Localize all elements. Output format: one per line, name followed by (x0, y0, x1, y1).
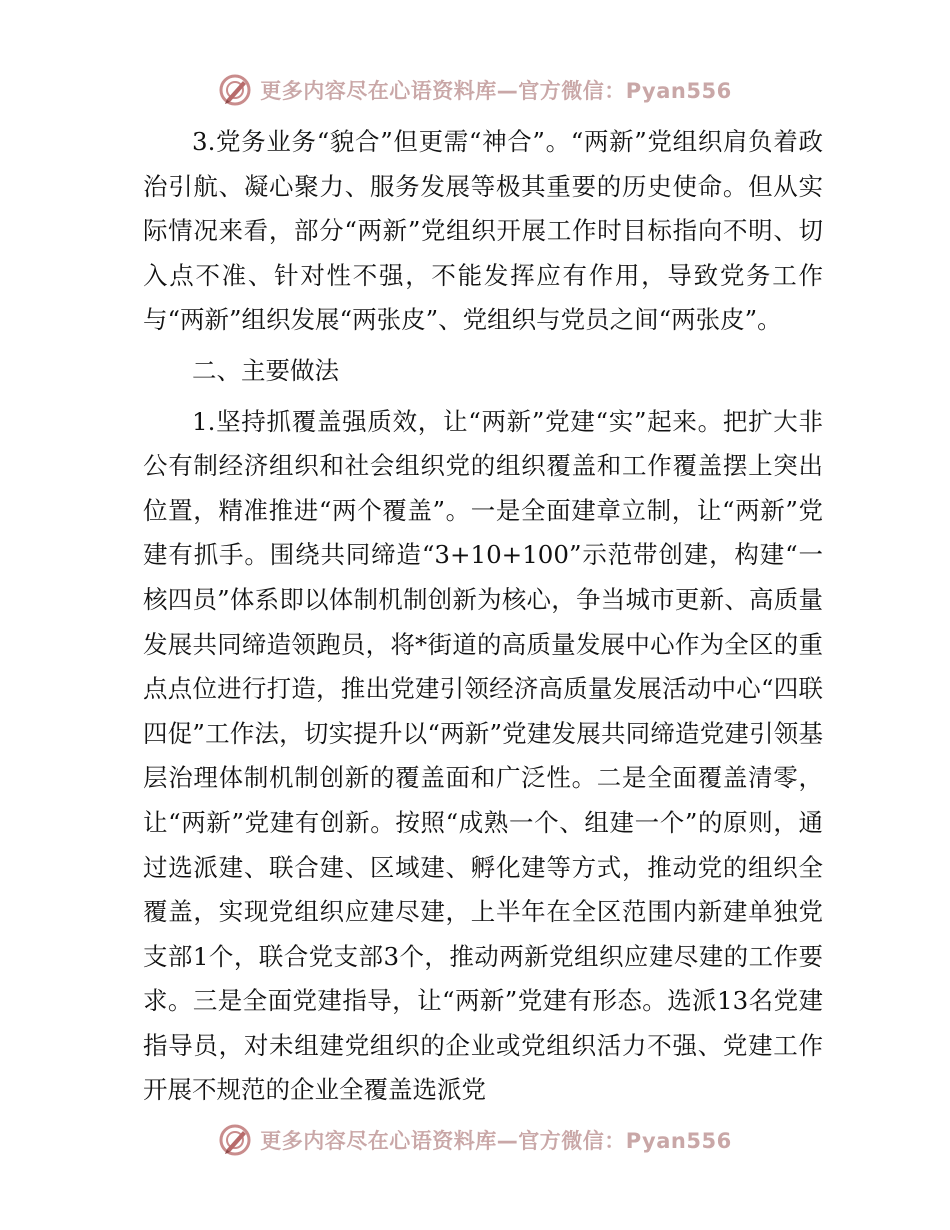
watermark-footer (0, 1122, 950, 1158)
watermark-text: 更多内容尽在心语资料库—官方微信：Pyan556 (260, 79, 732, 103)
seal-pen-icon (218, 1123, 252, 1157)
paragraph-coverage-quality: 1.坚持抓覆盖强质效，让“两新”党建“实”起来。把扩大非公有制经济组织和社会组织党的组织覆盖和工作覆盖摆上突出位置，精准推进“两个覆盖”。一是全面建章立制，让“两新”党建有抓手。围绕共同缔造“3+10+100”示范带创建，构建“一核四员”体系即以体制机制创新为核心，争当城市更新、高质量发展共同缔造领跑员，将*街道的高质量发展中心作为全区的重点点位进行打造，推出党建引领经济高质量发展活动中心“四联四促”工作法，切实提升以“两新”党建发展共同缔造党建引领基层治理体制机制创新的覆盖面和广泛性。二是全面覆盖清零，让“两新”党建有创新。按照“成熟一个、组建一个”的原则，通过选派建、联合建、区域建、孵化建等方式，推动党的组织全覆盖，实现党组织应建尽建，上半年在全区范围内新建单独党支部1个，联合党支部3个，推动两新党组织应建尽建的工作要求。三是全面党建指导，让“两新”党建有形态。选派13名党建指导员，对未组建党组织的企业或党组织活力不强、党建工作开展不规范的企业全覆盖选派党 (143, 406, 823, 1105)
watermark-text: 更多内容尽在心语资料库—官方微信：Pyan556 (260, 1129, 732, 1153)
watermark-header (0, 72, 950, 108)
seal-pen-icon (218, 73, 252, 107)
document-body (143, 120, 823, 1113)
paragraph-party-affairs: 3.党务业务“貌合”但更需“神合”。“两新”党组织肩负着政治引航、凝心聚力、服务发展等极其重要的历史使命。但从实际情况来看，部分“两新”党组织开展工作时目标指向不明、切入点不准、针对性不强，不能发挥应有作用，导致党务工作与“两新”组织发展“两张皮”、党组织与党员之间“两张皮”。 (143, 127, 823, 335)
section-heading-main-practices: 二、主要做法 (192, 355, 339, 385)
